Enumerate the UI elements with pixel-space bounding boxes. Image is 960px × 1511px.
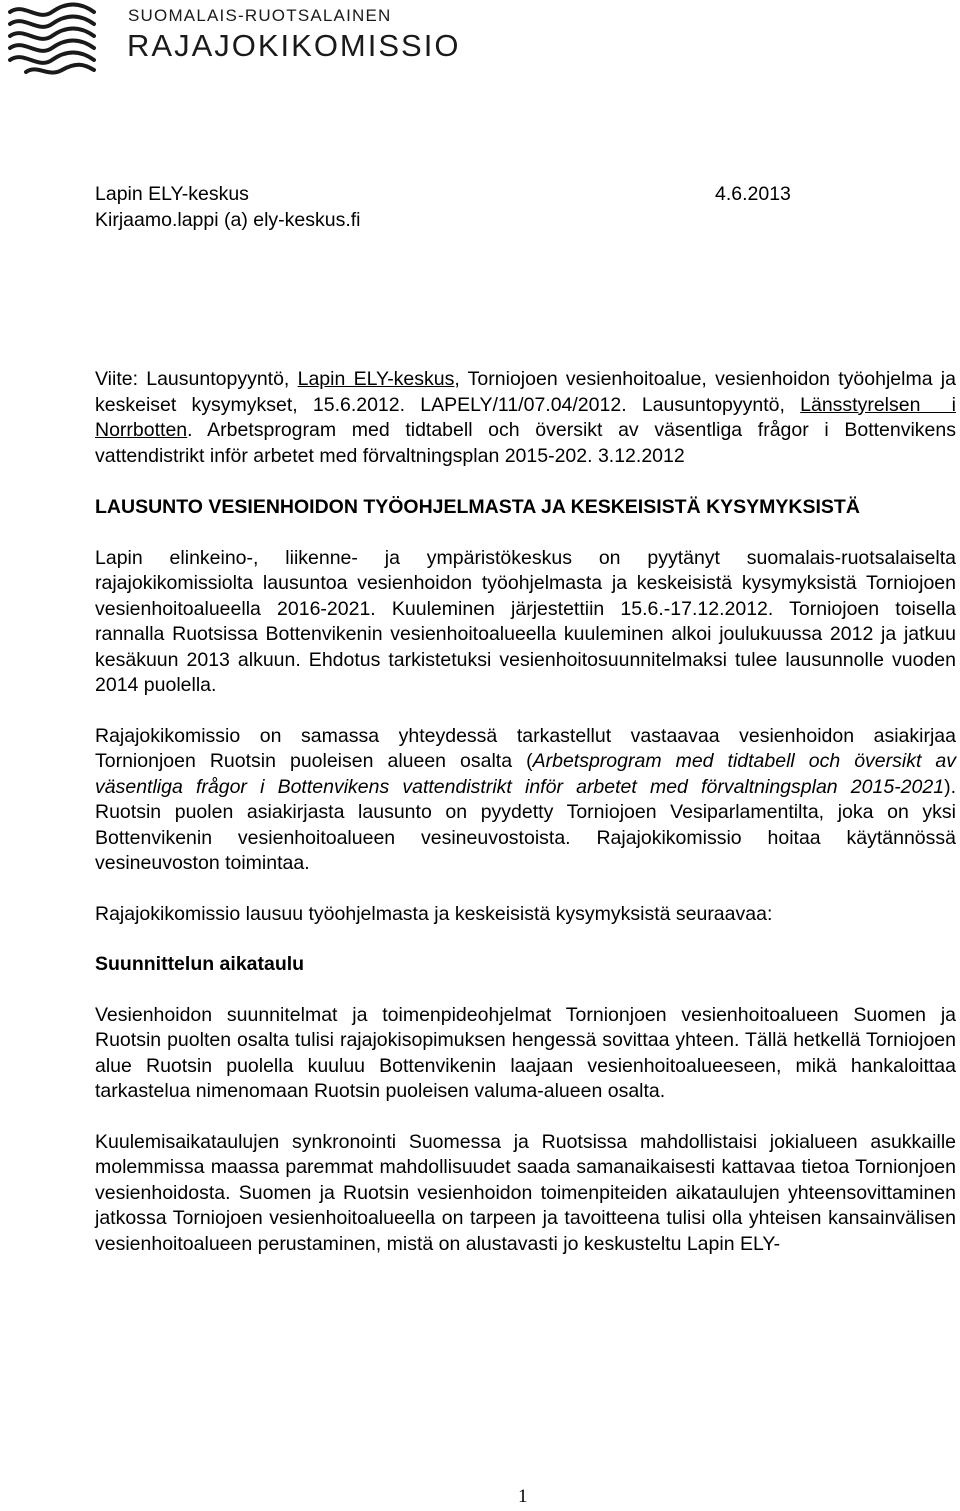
letter-date: 4.6.2013 [715,183,791,205]
reference-rest: . Arbetsprogram med tidtabell och översikt av väsentliga frågor i Bottenvikens vattendistrikt inför arbetet med förvaltningsplan 2015-202. 3.12.2012 [95,419,956,467]
paragraph-request: Lapin elinkeino-, liikenne- ja ympäristökeskus on pyytänyt suomalais-ruotsalaiselta rajajokikomissiolta lausuntoa vesienhoidon työohjelmasta ja keskeisistä kysymyksistä Torniojoen vesienhoitoalueella 2016-2021. Kuuleminen järjestettiin 15.6.-17.12.2012. Torniojoen toisella rannalla Ruotsissa Bottenvikenin vesienhoitoalueella kuuleminen alkoi joulukuussa 2012 ja jatkuu kesäkuun 2013 alkuun. Ehdotus tarkistetuksi vesienhoitosuunnitelmaksi tulee lausunnolle vuoden 2014 puolella. [95,546,956,696]
p2-start: Rajajokikomissio on samassa yhteydessä tarkastellut vastaavaa vesienhoidon asiakirjaa Tornionjoen Ruotsin puoleisen alueen osalta ( [95,724,956,772]
org-name-line2: RAJAJOKIKOMISSIO [127,28,461,63]
org-name-line1: SUOMALAIS-RUOTSALAINEN [128,6,392,25]
reference-link-ely[interactable]: Lapin ELY-keskus [297,368,455,390]
recipient-email: Kirjaamo.lappi (a) ely-keskus.fi [95,208,361,231]
p2-end: ). Ruotsin puolen asiakirjasta lausunto on pyydetty Torniojoen Vesiparlamentilta, joka on yksi Bottenvikenin vesienhoitoalueen vesineuvostoista. Rajajokikomissio hoitaa käytännössä vesineuvoston toimintaa. [95,775,956,874]
commission-logo [4,0,461,80]
paragraph-statement-intro: Rajajokikomissio lausuu työohjelmasta ja keskeisistä kysymyksistä seuraavaa: [95,902,773,925]
reference-mid: , Torniojoen vesienhoitoalue, vesienhoidon työohjelma ja keskeiset kysymykset, 15.6.2012. LAPELY/11/07.04/2012. Lausuntopyyntö, [95,368,956,416]
section-heading-schedule: Suunnittelun aikataulu [95,953,305,975]
paragraph-plans: Vesienhoidon suunnitelmat ja toimenpideohjelmat Tornionjoen vesienhoitoalueen Suomen ja Ruotsin puolten osalta tulisi rajajokisopimuksen hengessä sovittaa yhteen. Tällä hetkellä Torniojoen alue Ruotsin puolella kuuluu Bottenvikenin laajaan vesienhoitoalueeseen, mikä hankaloittaa tarkastelua nimenomaan Ruotsin puoleisen valuma-alueen osalta. [95,1003,956,1102]
recipient-name: Lapin ELY-keskus [95,183,249,205]
letter-body [95,182,956,1257]
address-block [95,182,956,233]
reference-link-lansstyrelsen[interactable]: Länsstyrelsen i Norrbotten [95,393,956,441]
paragraph-swedish-side [95,724,956,877]
paragraph-synchronization: Kuulemisaikataulujen synkronointi Suomessa ja Ruotsissa mahdollistaisi jokialueen asukkaille molemmissa maassa paremmat mahdollisuudet saada samanaikaisesti kattavaa tietoa Tornionjoen vesienhoidosta. Suomen ja Ruotsin vesienhoidon toimenpiteiden aikataulujen yhteensovittaminen jatkossa Torniojoen vesienhoitoalueella on tarpeen ja tavoitteena tulisi olla yhteisen kansainvälisen vesienhoitoalueen perustaminen, mistä on alustavasti jo keskusteltu Lapin ELY- [95,1130,956,1255]
reference-paragraph [95,367,956,469]
reference-prefix: Viite: Lausuntopyyntö, [95,368,298,390]
p2-italic-title: Arbetsprogram med tidtabell och översikt av väsentliga frågor i Bottenvikens vattendistrikt inför arbetet med förvaltningsplan 2015-2021 [95,750,956,798]
wave-emblem-icon [4,0,116,80]
page-number: 1 [518,1486,528,1507]
document-title: LAUSUNTO VESIENHOIDON TYÖOHJELMASTA JA KESKEISISTÄ KYSYMYKSISTÄ [95,496,860,518]
